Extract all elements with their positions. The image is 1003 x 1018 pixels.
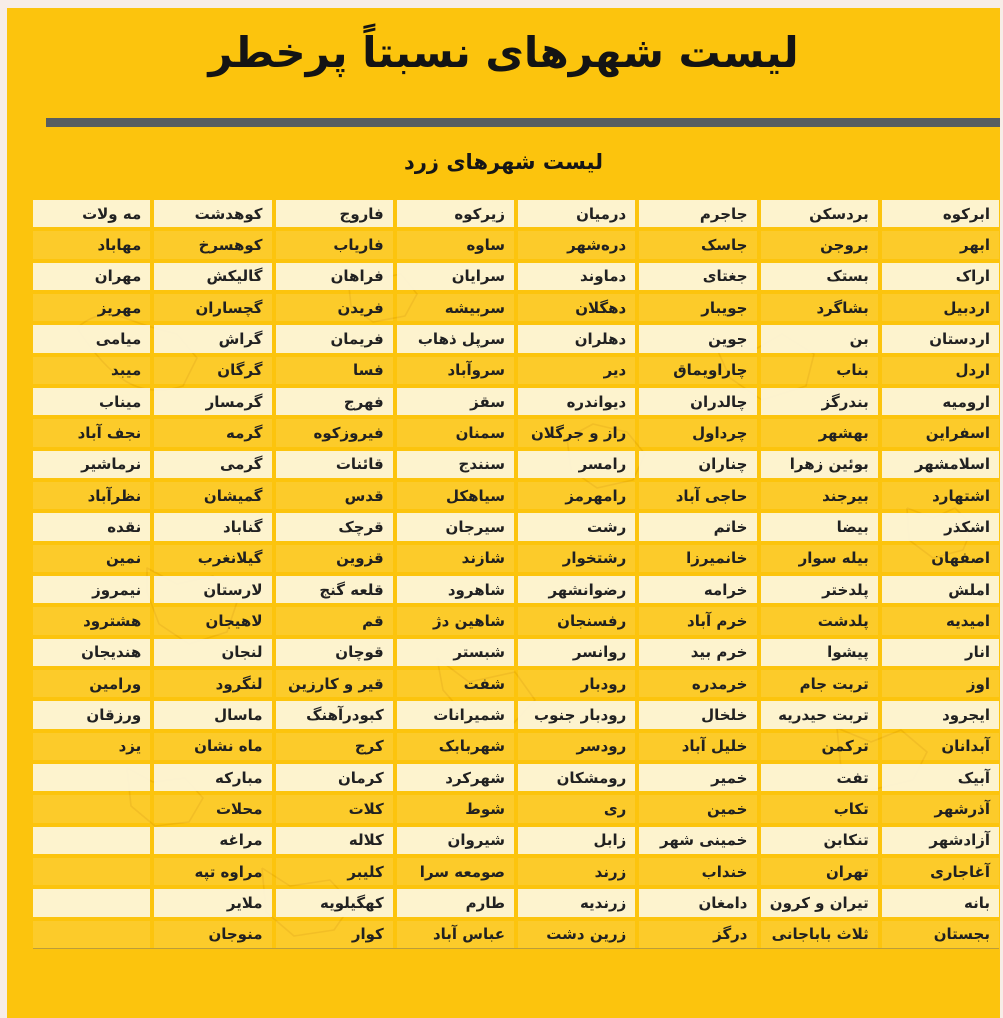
city-cell: سیاهکل	[397, 482, 514, 509]
city-cell: لنگرود	[154, 670, 271, 697]
city-cell: سرایان	[397, 263, 514, 290]
city-cell: اشکذر	[882, 513, 999, 540]
city-cell: چناران	[639, 451, 756, 478]
city-cell: درمیان	[518, 200, 635, 227]
city-cell: نجف آباد	[33, 419, 150, 446]
city-cell: بیله سوار	[761, 545, 878, 572]
city-cell: اشتهارد	[882, 482, 999, 509]
city-cell: قائنات	[276, 451, 393, 478]
city-cell: سرپل ذهاب	[397, 325, 514, 352]
city-cell: بن	[761, 325, 878, 352]
city-cell: سیرجان	[397, 513, 514, 540]
city-cell: دیواندره	[518, 388, 635, 415]
city-cell: رودبار	[518, 670, 635, 697]
city-cell: اردستان	[882, 325, 999, 352]
city-cell: گرگان	[154, 357, 271, 384]
city-cell: خرامه	[639, 576, 756, 603]
city-cell: فسا	[276, 357, 393, 384]
city-cell: محلات	[154, 795, 271, 822]
city-cell: رودسر	[518, 733, 635, 760]
city-cell: زرند	[518, 858, 635, 885]
city-cell: رامهرمز	[518, 482, 635, 509]
city-cell: شیروان	[397, 827, 514, 854]
city-cell: طارم	[397, 889, 514, 916]
city-cell: راز و جرگلان	[518, 419, 635, 446]
city-cell	[33, 795, 150, 822]
city-cell: قرچک	[276, 513, 393, 540]
city-cell: کرج	[276, 733, 393, 760]
city-cell: رامسر	[518, 451, 635, 478]
city-cell: بستک	[761, 263, 878, 290]
city-cell: میبد	[33, 357, 150, 384]
city-cell: بندرگز	[761, 388, 878, 415]
city-cell: سقز	[397, 388, 514, 415]
city-cell: کبودرآهنگ	[276, 701, 393, 728]
city-cell: دهگلان	[518, 294, 635, 321]
city-cell: روانسر	[518, 639, 635, 666]
city-cell: گناباد	[154, 513, 271, 540]
city-cell: لنجان	[154, 639, 271, 666]
city-cell: کهگیلویه	[276, 889, 393, 916]
city-cell: اردل	[882, 357, 999, 384]
city-table	[33, 200, 999, 949]
city-cell: خاتم	[639, 513, 756, 540]
city-cell: بیرجند	[761, 482, 878, 509]
city-cell: فراهان	[276, 263, 393, 290]
city-cell: خلیل آباد	[639, 733, 756, 760]
city-cell: آبدانان	[882, 733, 999, 760]
city-cell: بوئین زهرا	[761, 451, 878, 478]
city-cell: خرمدره	[639, 670, 756, 697]
city-cell: دره‌شهر	[518, 231, 635, 258]
city-cell: حاجی آباد	[639, 482, 756, 509]
city-cell: سربیشه	[397, 294, 514, 321]
city-cell: مراغه	[154, 827, 271, 854]
city-cell: پلدختر	[761, 576, 878, 603]
city-cell: ساوه	[397, 231, 514, 258]
city-cell: ری	[518, 795, 635, 822]
city-cell: مهران	[33, 263, 150, 290]
city-cell	[33, 921, 150, 948]
city-cell: جویبار	[639, 294, 756, 321]
city-cell: مراوه تپه	[154, 858, 271, 885]
city-cell: قوچان	[276, 639, 393, 666]
city-cell: مهاباد	[33, 231, 150, 258]
city-cell: لارستان	[154, 576, 271, 603]
city-cell: نقده	[33, 513, 150, 540]
city-cell: ورزقان	[33, 701, 150, 728]
city-cell: شوط	[397, 795, 514, 822]
city-cell: گمیشان	[154, 482, 271, 509]
city-cell: جاجرم	[639, 200, 756, 227]
city-cell: جوین	[639, 325, 756, 352]
city-cell: کلات	[276, 795, 393, 822]
city-cell: جاسک	[639, 231, 756, 258]
city-cell: هندیجان	[33, 639, 150, 666]
city-cell: کوار	[276, 921, 393, 948]
city-cell: تربت جام	[761, 670, 878, 697]
section-subtitle: لیست شهرهای زرد	[404, 150, 603, 174]
city-cell: ورامین	[33, 670, 150, 697]
city-cell: مهریز	[33, 294, 150, 321]
city-cell: عباس آباد	[397, 921, 514, 948]
city-cell: آبیک	[882, 764, 999, 791]
city-cell: سنندج	[397, 451, 514, 478]
city-cell: مه ولات	[33, 200, 150, 227]
city-cell: ابهر	[882, 231, 999, 258]
city-cell: فاروج	[276, 200, 393, 227]
city-cell: زیرکوه	[397, 200, 514, 227]
city-cell: ارومیه	[882, 388, 999, 415]
city-cell: بجستان	[882, 921, 999, 948]
city-cell: مبارکه	[154, 764, 271, 791]
city-cell: گالیکش	[154, 263, 271, 290]
city-cell: رودبار جنوب	[518, 701, 635, 728]
city-cell: چاراویماق	[639, 357, 756, 384]
city-cell: سمنان	[397, 419, 514, 446]
city-cell: خمینی شهر	[639, 827, 756, 854]
city-cell: دهلران	[518, 325, 635, 352]
city-cell: اردبیل	[882, 294, 999, 321]
city-cell: بهشهر	[761, 419, 878, 446]
city-cell: تفت	[761, 764, 878, 791]
city-cell: انار	[882, 639, 999, 666]
city-cell: خرم آباد	[639, 607, 756, 634]
city-cell: فریدن	[276, 294, 393, 321]
city-cell: کرمان	[276, 764, 393, 791]
city-cell: تهران	[761, 858, 878, 885]
city-cell	[33, 827, 150, 854]
city-cell: شهربابک	[397, 733, 514, 760]
city-cell: امیدیه	[882, 607, 999, 634]
city-cell: نظرآباد	[33, 482, 150, 509]
city-cell: شاهرود	[397, 576, 514, 603]
city-cell: هشترود	[33, 607, 150, 634]
city-cell: پیشوا	[761, 639, 878, 666]
yellow-canvas	[7, 8, 1000, 1018]
city-cell: خمیر	[639, 764, 756, 791]
city-cell: فریمان	[276, 325, 393, 352]
city-cell: بشاگرد	[761, 294, 878, 321]
city-cell: ایجرود	[882, 701, 999, 728]
city-cell: دامغان	[639, 889, 756, 916]
city-cell: شمیرانات	[397, 701, 514, 728]
city-cell: قدس	[276, 482, 393, 509]
city-cell: چالدران	[639, 388, 756, 415]
city-cell: قیر و کارزین	[276, 670, 393, 697]
city-cell: شهرکرد	[397, 764, 514, 791]
city-cell: ثلاث باباجانی	[761, 921, 878, 948]
city-cell: قم	[276, 607, 393, 634]
city-cell: شاهین دژ	[397, 607, 514, 634]
city-cell: املش	[882, 576, 999, 603]
city-cell: رضوانشهر	[518, 576, 635, 603]
city-cell: فهرج	[276, 388, 393, 415]
city-cell: ملایر	[154, 889, 271, 916]
city-cell: خنداب	[639, 858, 756, 885]
city-cell: رشت	[518, 513, 635, 540]
city-cell: دماوند	[518, 263, 635, 290]
city-cell: شفت	[397, 670, 514, 697]
city-cell: جغتای	[639, 263, 756, 290]
city-cell: گراش	[154, 325, 271, 352]
city-cell: فاریاب	[276, 231, 393, 258]
city-cell: رومشکان	[518, 764, 635, 791]
city-cell: اراک	[882, 263, 999, 290]
city-cell: ترکمن	[761, 733, 878, 760]
city-cell: خلخال	[639, 701, 756, 728]
divider-bar	[46, 118, 1000, 127]
city-cell: کوهدشت	[154, 200, 271, 227]
city-cell: اوز	[882, 670, 999, 697]
city-cell: بناب	[761, 357, 878, 384]
city-cell: پلدشت	[761, 607, 878, 634]
city-cell: گیلانغرب	[154, 545, 271, 572]
city-cell: نمین	[33, 545, 150, 572]
city-cell: زرین دشت	[518, 921, 635, 948]
city-cell: فیروزکوه	[276, 419, 393, 446]
city-cell: کوهسرخ	[154, 231, 271, 258]
city-cell: خرم بید	[639, 639, 756, 666]
city-cell: اسفراین	[882, 419, 999, 446]
city-cell	[33, 858, 150, 885]
city-cell: لاهیجان	[154, 607, 271, 634]
city-cell: تیران و کرون	[761, 889, 878, 916]
city-cell: میامی	[33, 325, 150, 352]
city-cell: یزد	[33, 733, 150, 760]
city-cell: کلاله	[276, 827, 393, 854]
city-cell: بانه	[882, 889, 999, 916]
city-cell: منوجان	[154, 921, 271, 948]
city-cell: قزوین	[276, 545, 393, 572]
city-cell	[33, 889, 150, 916]
city-cell: ابرکوه	[882, 200, 999, 227]
city-cell: ماه نشان	[154, 733, 271, 760]
city-cell: چرداول	[639, 419, 756, 446]
city-cell: گچساران	[154, 294, 271, 321]
city-cell: خمین	[639, 795, 756, 822]
city-cell: آذرشهر	[882, 795, 999, 822]
city-cell: ماسال	[154, 701, 271, 728]
city-cell: اسلامشهر	[882, 451, 999, 478]
city-cell: صومعه سرا	[397, 858, 514, 885]
city-cell: زرندیه	[518, 889, 635, 916]
page-title: لیست شهرهای نسبتاً پرخطر	[208, 28, 799, 77]
city-cell: آزادشهر	[882, 827, 999, 854]
city-cell: گرمه	[154, 419, 271, 446]
city-cell: نیمروز	[33, 576, 150, 603]
city-cell: تکاب	[761, 795, 878, 822]
city-cell: گرمی	[154, 451, 271, 478]
city-cell: نرماشیر	[33, 451, 150, 478]
city-cell: تربت حیدریه	[761, 701, 878, 728]
city-cell: دیر	[518, 357, 635, 384]
city-cell: خانمیرزا	[639, 545, 756, 572]
city-cell: اصفهان	[882, 545, 999, 572]
city-cell: شازند	[397, 545, 514, 572]
city-cell: قلعه گنج	[276, 576, 393, 603]
city-cell: زابل	[518, 827, 635, 854]
city-cell	[33, 764, 150, 791]
city-cell: درگز	[639, 921, 756, 948]
city-cell: بیضا	[761, 513, 878, 540]
city-cell: بروجن	[761, 231, 878, 258]
city-cell: سروآباد	[397, 357, 514, 384]
city-cell: شبستر	[397, 639, 514, 666]
city-cell: رفسنجان	[518, 607, 635, 634]
city-cell: آغاجاری	[882, 858, 999, 885]
city-cell: بردسکن	[761, 200, 878, 227]
city-cell: میناب	[33, 388, 150, 415]
city-cell: کلیبر	[276, 858, 393, 885]
city-cell: تنکابن	[761, 827, 878, 854]
city-cell: رشتخوار	[518, 545, 635, 572]
city-cell: گرمسار	[154, 388, 271, 415]
